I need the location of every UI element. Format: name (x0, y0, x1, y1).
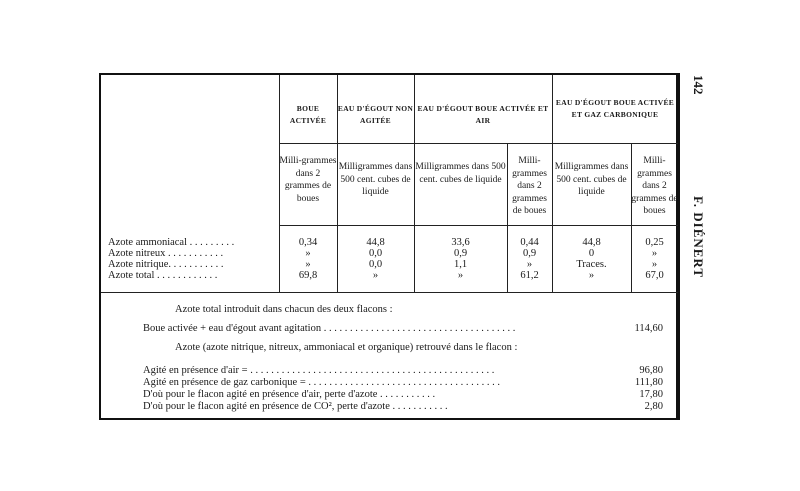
column-head: EAU D'ÉGOUT NON AGITÉE (337, 104, 414, 125)
note-intro: Azote total introduit dans chacun des deux flacons : (175, 304, 393, 315)
table-cell: 0,44 (520, 237, 539, 248)
note-line (143, 401, 613, 413)
note-line (143, 365, 613, 377)
row-label: Azote nitreux . . . . . . . . . . . (108, 248, 224, 259)
table-cell: 61,2 (520, 270, 539, 281)
table-cell: » (651, 248, 658, 259)
note-line-label: Agité en présence d'air = (143, 365, 248, 376)
note-line-label: D'où pour le flacon agité en présence de CO², perte d'azote (143, 401, 390, 412)
column-subhead: Milli-grammes dans 2 grammes de boues (279, 156, 337, 204)
table-cell: » (305, 259, 311, 270)
table-cell: 1,1 (453, 259, 468, 270)
note-value: 96,80 (639, 365, 663, 376)
table-cell: » (305, 248, 311, 259)
table-cell: » (651, 259, 658, 270)
table-cell: » (526, 259, 533, 270)
dot-leader: . . . . . . . . . . . (392, 401, 448, 412)
table-cell: 33,6 (451, 237, 470, 248)
note-line-label: Boue activée + eau d'égout avant agitation (143, 323, 322, 334)
note-line-label: Agité en présence de gaz carbonique = (143, 377, 306, 388)
row-label: Azote nitrique. . . . . . . . . . . (108, 259, 224, 270)
row-label: Azote total . . . . . . . . . . . . (108, 270, 218, 281)
column-head: BOUE ACTIVÉE (289, 104, 327, 125)
table-cell: 0,0 (368, 259, 383, 270)
note-line (143, 323, 613, 335)
note-line (143, 389, 613, 401)
column-subhead: Milligrammes dans 500 cent. cubes de liquide (338, 162, 413, 197)
table-frame (99, 73, 680, 420)
table-cell: 0,25 (645, 237, 664, 248)
dot-leader: . . . . . . . . . . . . . . . . . . . . . . . . . . . . . . . . . . . . . (308, 377, 501, 388)
column-subhead: Milli-grammes dans 2 grammes de boues (512, 156, 547, 216)
table-cell: 44,8 (366, 237, 385, 248)
table-cell: » (457, 270, 464, 281)
column-head: EAU D'ÉGOUT BOUE ACTIVÉE ET GAZ CARBONIQUE (555, 98, 675, 119)
header-rule (279, 143, 678, 144)
dot-leader: . . . . . . . . . . . . . . . . . . . . . . . . . . . . . . . . . . . . . (323, 323, 516, 334)
table-cell: 0 (588, 248, 595, 259)
running-head: F. DIÉNERT (691, 196, 706, 279)
note-value: 17,80 (639, 389, 663, 400)
column-subhead: Milli-grammes dans 2 grammes de boues (631, 156, 678, 216)
column-subhead: Milligrammes dans 500 cent. cubes de liquide (554, 162, 629, 197)
table-cell: 0,0 (368, 248, 383, 259)
page-number: 142 (691, 75, 706, 95)
table-cell: » (372, 270, 379, 281)
table-cell: 0,34 (298, 237, 318, 248)
table-cell: 69,8 (298, 270, 318, 281)
table-cell: 0,9 (522, 248, 537, 259)
note-intro: Azote (azote nitrique, nitreux, ammoniacal et organique) retrouvé dans le flacon : (175, 342, 518, 353)
note-line-label: D'où pour le flacon agité en présence d'air, perte d'azote (143, 389, 378, 400)
dot-leader: . . . . . . . . . . . (380, 389, 436, 400)
column-subhead: Milligrammes dans 500 cent. cubes de liquide (415, 162, 506, 185)
note-line (143, 377, 613, 389)
table-cell: » (588, 270, 595, 281)
row-label: Azote ammoniacal . . . . . . . . . (108, 237, 235, 248)
table-cell: 0,9 (453, 248, 468, 259)
note-value: 114,60 (634, 323, 663, 334)
table-cell: Traces. (576, 259, 607, 270)
dot-leader: . . . . . . . . . . . . . . . . . . . . . . . . . . . . . . . . . . . . . . . . . . . . . . . (250, 365, 495, 376)
note-value: 111,80 (634, 377, 663, 388)
table-cell: 44,8 (582, 237, 601, 248)
note-value: 2,80 (644, 401, 663, 412)
table-bottom-rule (101, 292, 678, 293)
table-cell: 67,0 (645, 270, 664, 281)
column-head: EAU D'ÉGOUT BOUE ACTIVÉE ET AIR (417, 104, 549, 125)
subheader-rule (279, 225, 678, 226)
